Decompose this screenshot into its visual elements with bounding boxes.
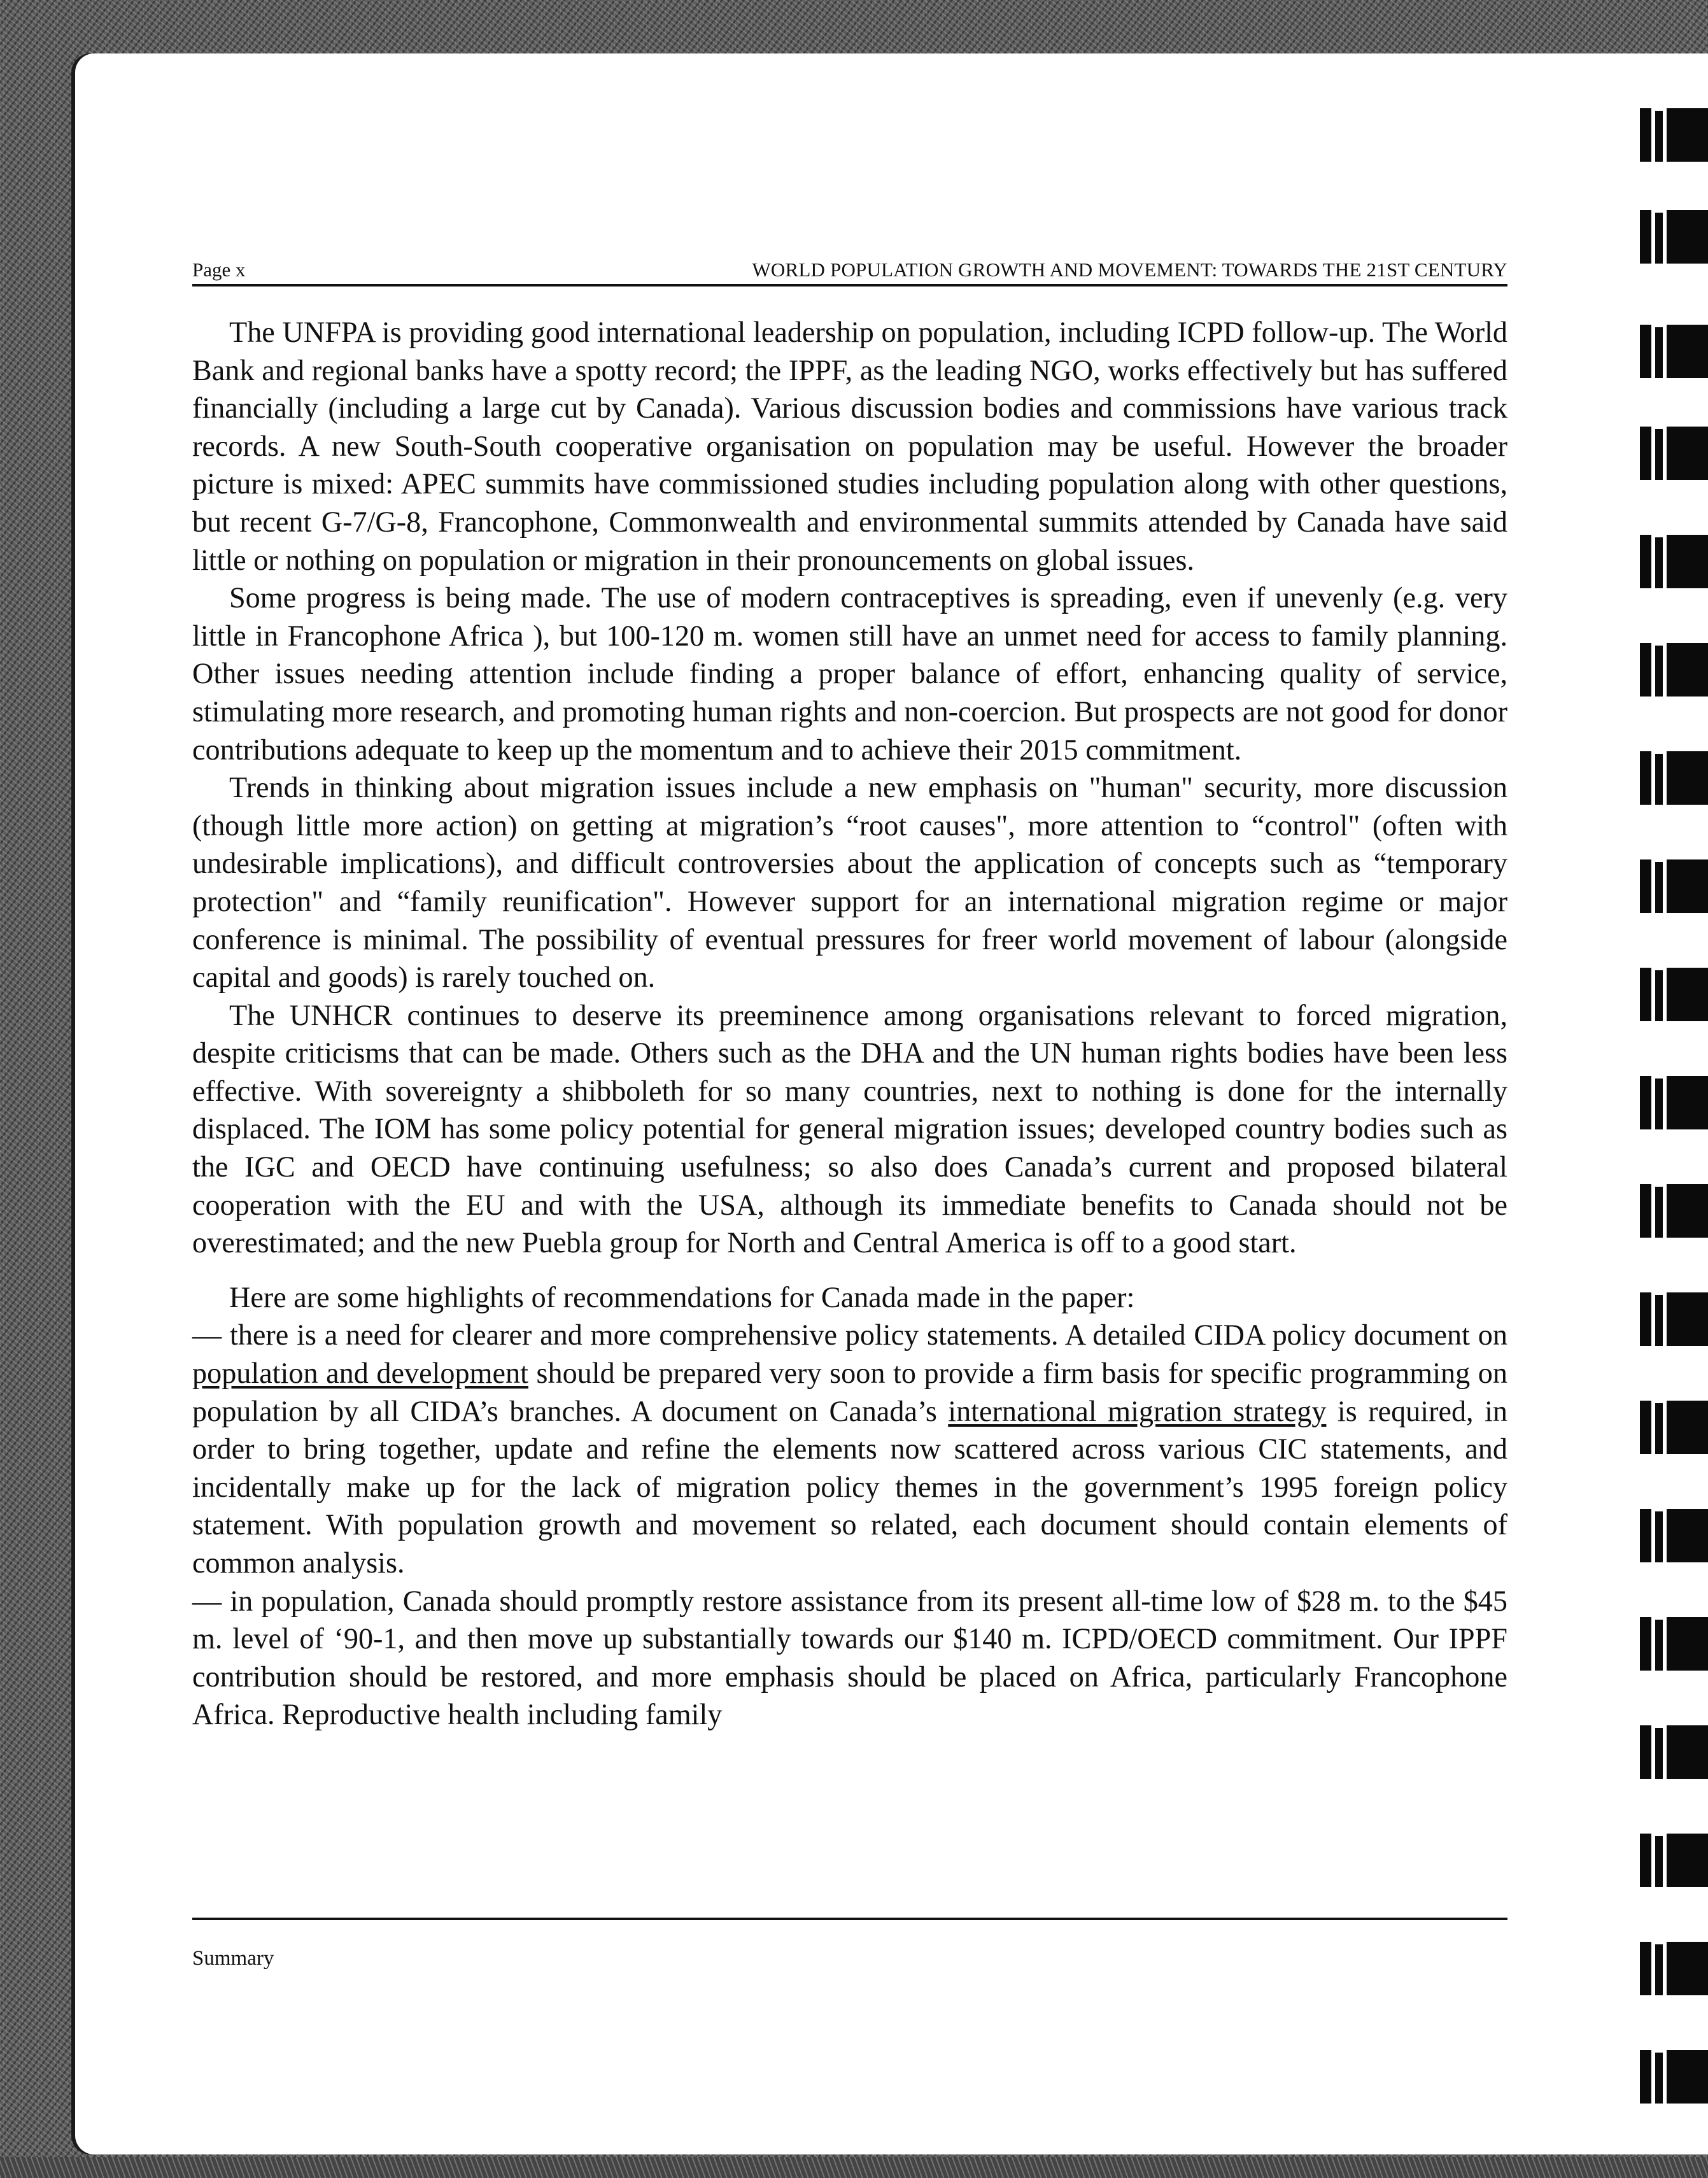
binding-ring bbox=[1640, 1184, 1708, 1238]
paragraph-unfpa: The UNFPA is providing good international leadership on population, including ICPD follow-up. The World Bank and regional banks have a spotty record; the IPPF, as the leading NGO, works effectively but has suffered financially (including a large cut by Canada). Various discussion bodies and commissions have various track records. A new South-South cooperative organisation on population may be useful. However the broader picture is mixed: APEC summits have commissioned studies including population along with other questions, but recent G-7/G-8, Francophone, Commonwealth and environmental summits attended by Canada have said little or nothing on population or migration in their pronouncements on global issues. bbox=[192, 316, 1507, 576]
policy-text-1: — there is a need for clearer and more comprehensive policy statements. A detailed CIDA policy document on bbox=[192, 1319, 1507, 1352]
binding-ring bbox=[1640, 108, 1708, 162]
binding-ring bbox=[1640, 1834, 1708, 1887]
binding-ring bbox=[1640, 1401, 1708, 1454]
binding-ring bbox=[1640, 859, 1708, 913]
policy-text-2: should be prepared very soon to provide a firm basis for specific programming on population by all CIDA’s branches. A document on Canada’s bbox=[192, 1357, 1507, 1427]
underlined-international-migration-strategy: international migration strategy bbox=[948, 1394, 1327, 1427]
paragraph-recommendations-intro: Here are some highlights of recommendations for Canada made in the paper: bbox=[229, 1280, 1135, 1313]
paragraph-migration-trends: Trends in thinking about migration issues include a new emphasis on "human" security, more discussion (though little more action) on getting at migration’s “root causes", more attention to “control" (often with undesirable implications), and difficult controversies about the application of concepts such as “temporary protection" and “family reunification". However support for an international migration regime or major conference is minimal. The possibility of eventual pressures for freer world movement of labour (alongside capital and goods) is rarely touched on. bbox=[192, 771, 1507, 994]
running-header bbox=[192, 253, 1507, 286]
paragraph-progress: Some progress is being made. The use of modern contraceptives is spreading, even if unevenly (e.g. very little in Francophone Africa ), but 100-120 m. women still have an unmet need for access to family planning. Other issues needing attention include finding a proper balance of effort, enhancing quality of service, stimulating more research, and promoting human rights and non-coercion. But prospects are not good for donor contributions adequate to keep up the momentum and to achieve their 2015 commitment. bbox=[192, 581, 1507, 766]
paragraph-policy-statements bbox=[192, 1316, 1507, 1581]
binding-ring bbox=[1640, 1292, 1708, 1346]
binding-ring bbox=[1640, 427, 1708, 480]
binding-ring bbox=[1640, 1509, 1708, 1562]
binding-ring bbox=[1640, 643, 1708, 697]
scan-edge bbox=[0, 2157, 1708, 2178]
binding-ring bbox=[1640, 535, 1708, 588]
running-title: WORLD POPULATION GROWTH AND MOVEMENT: TOWARDS THE 21ST CENTURY bbox=[752, 258, 1507, 281]
paragraph-unhcr: The UNHCR continues to deserve its preeminence among organisations relevant to forced migration, despite criticisms that can be made. Others such as the DHA and the UN human rights bodies have been less effective. With sovereignty a shibboleth for so many countries, next to nothing is done for the internally displaced. The IOM has some policy potential for general migration issues; developed country bodies such as the IGC and OECD have continuing usefulness; so also does Canada’s current and proposed bilateral cooperation with the EU and with the USA, although its immediate benefits to Canada should not be overestimated; and the new Puebla group for North and Central America is off to a good start. bbox=[192, 998, 1507, 1259]
binding-ring bbox=[1640, 1725, 1708, 1779]
binding-ring bbox=[1640, 2050, 1708, 2104]
binding-ring bbox=[1640, 1076, 1708, 1129]
body-text bbox=[192, 313, 1507, 1734]
paragraph-population-assistance: — in population, Canada should promptly restore assistance from its present all-time low of $28 m. to the $45 m. level of ‘90-1, and then move up substantially towards our $140 m. ICPD/OECD commitment. Our IPPF contribution should be restored, and more emphasis should be placed on Africa, particularly Francophone Africa. Reproductive health including family bbox=[192, 1584, 1507, 1731]
binding-ring bbox=[1640, 968, 1708, 1021]
page-number: Page x bbox=[192, 258, 246, 281]
footer-divider bbox=[192, 1918, 1507, 1920]
policy-text-3: is required, in order to bring together, update and refine the elements now scattered across various CIC statements, and incidentally make up for the lack of migration policy themes in the government’s 1995 foreign policy statement. With population growth and movement so related, each document should contain elements of common analysis. bbox=[192, 1394, 1507, 1579]
binding-ring bbox=[1640, 751, 1708, 805]
underlined-population-and-development: population and development bbox=[192, 1357, 528, 1390]
spiral-binding bbox=[1640, 0, 1708, 2178]
binding-ring bbox=[1640, 1617, 1708, 1671]
binding-ring bbox=[1640, 1942, 1708, 1995]
footer-label: Summary bbox=[192, 1947, 274, 1970]
binding-ring bbox=[1640, 210, 1708, 264]
binding-ring bbox=[1640, 325, 1708, 378]
